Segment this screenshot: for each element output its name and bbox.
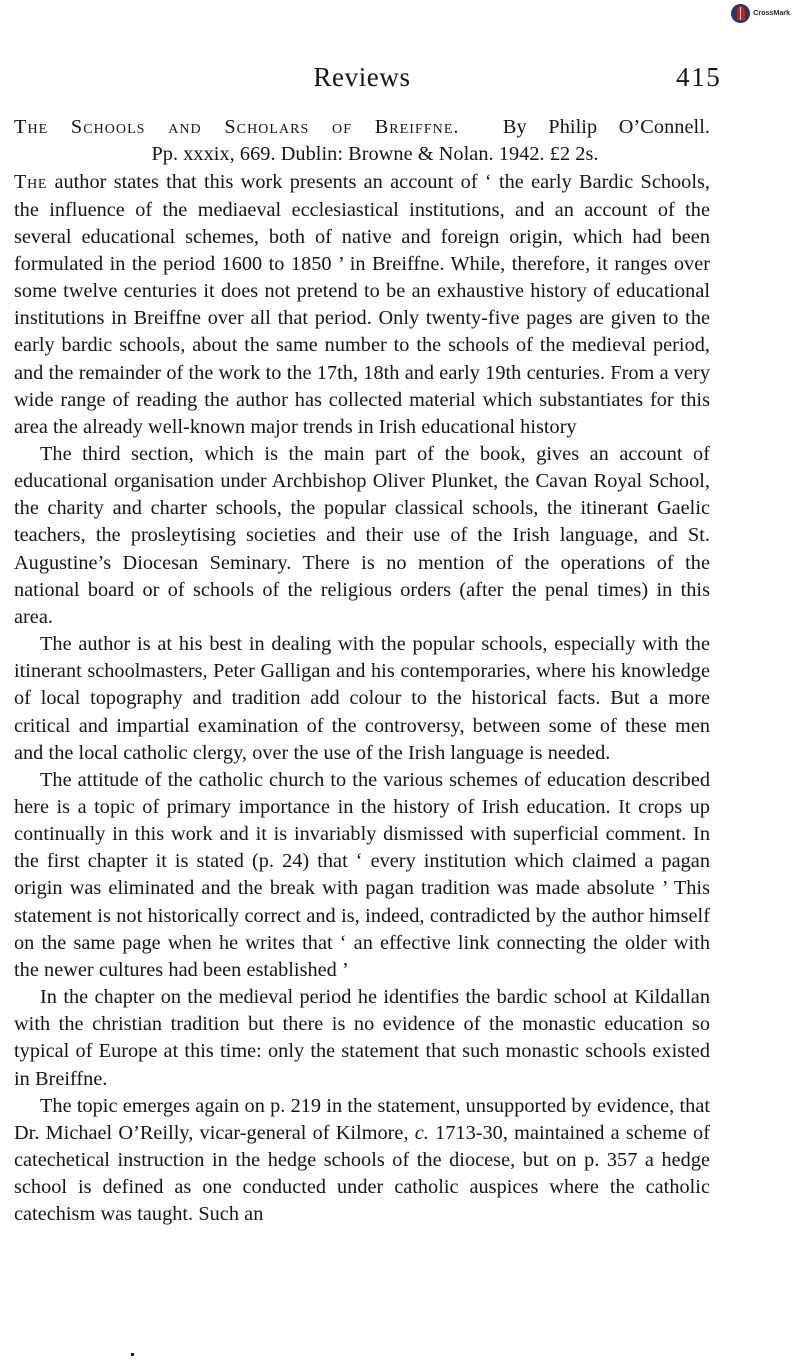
crossmark-badge-icon [731,4,750,23]
review-headnote [14,114,710,168]
ink-speck [131,1353,134,1356]
running-title: Reviews [313,62,411,92]
opening-smallcaps: The [14,171,48,194]
circa-abbreviation: c. [414,1121,429,1144]
paragraph-4: The attitude of the catholic church to the various schemes of education described here is a topic of primary importance in the history of Irish education. It crops up continually in this work and it is invariably dismissed with superficial comment. In the first chapter it is stated (p. 24) that ‘ every institution which claimed a pagan origin was eliminated and the break with pagan tradition was made absolute ’ This statement is not historically correct and is, indeed, contradicted by the author himself on the same page when he writes that ‘ an effective link connecting the older with the newer cultures had been established ’ [14,768,710,981]
book-imprint: Pp. xxxix, 669. Dublin: Browne & Nolan. 1942. £2 2s. [151,143,599,166]
paragraph-3: The author is at his best in dealing with the popular schools, especially with the itinerant schoolmasters, Peter Galligan and his contemporaries, where his knowledge of local topography and tradition add colour to the historical facts. But a more critical and impartial examination of the controversy, between some of these men and the local catholic clergy, over the use of the Irish language is needed. [14,633,710,764]
running-head [14,60,710,94]
paragraph-6-text-after: 1713-30, maintained a scheme of catechetical instruction in the hedge schools of the diocese, but on p. 357 a hedge school is defined as one conducted under catholic auspices where the catholic catechism was taught. Such an [14,1121,710,1226]
crossmark-badge[interactable] [731,3,790,23]
book-title: The Schools and Scholars of Breiffne. [14,116,460,138]
crossmark-label: CrossMark [753,8,790,18]
page-number: 415 [676,62,722,92]
paragraph-1 [14,169,710,441]
paragraph-5: In the chapter on the medieval period he identifies the bardic school at Kildallan with the christian tradition but there is no evidence of the monastic education so typical of Europe at this time: only the statement that such monastic schools existed in Breiffne. [14,986,710,1090]
paragraph-1-text: author states that this work presents an account of ‘ the early Bardic Schools, the influence of the mediaeval ecclesiastical institutions, and an account of the several educational schemes, both of native and foreign origin, which had been formulated in the period 1600 to 1850 ’ in Breiffne. While, therefore, it ranges over some twelve centuries it does not pretend to be an exhaustive history of educational institutions in Breiffne over all that period. Only twenty-five pages are given to the early bardic schools, about the same number to the schools of the medieval period, and the remainder of the work to the 17th, 18th and early 19th centuries. From a very wide range of reading the author has collected material which substantiates for this area the already well-known major trends in Irish educational history [14,171,710,438]
book-byline: By Philip O’Connell. [502,116,710,138]
paragraph-6 [14,1093,710,1229]
paragraph-6-text-before: The topic emerges again on p. 219 in the statement, unsupported by evidence, that Dr. Michael O’Reilly, vicar-general of Kilmore, [14,1094,710,1144]
text-column [14,114,710,1229]
paragraph-2: The third section, which is the main part of the book, gives an account of educational organisation under Archbishop Oliver Plunket, the Cavan Royal School, the charity and charter schools, the popular classical schools, the itinerant Gaelic teachers, the prosleytising societies and their use of the Irish language, and St. Augustine’s Diocesan Seminary. There is no mention of the operations of the national board or of schools of the religious orders (after the penal times) in this area. [14,442,710,628]
